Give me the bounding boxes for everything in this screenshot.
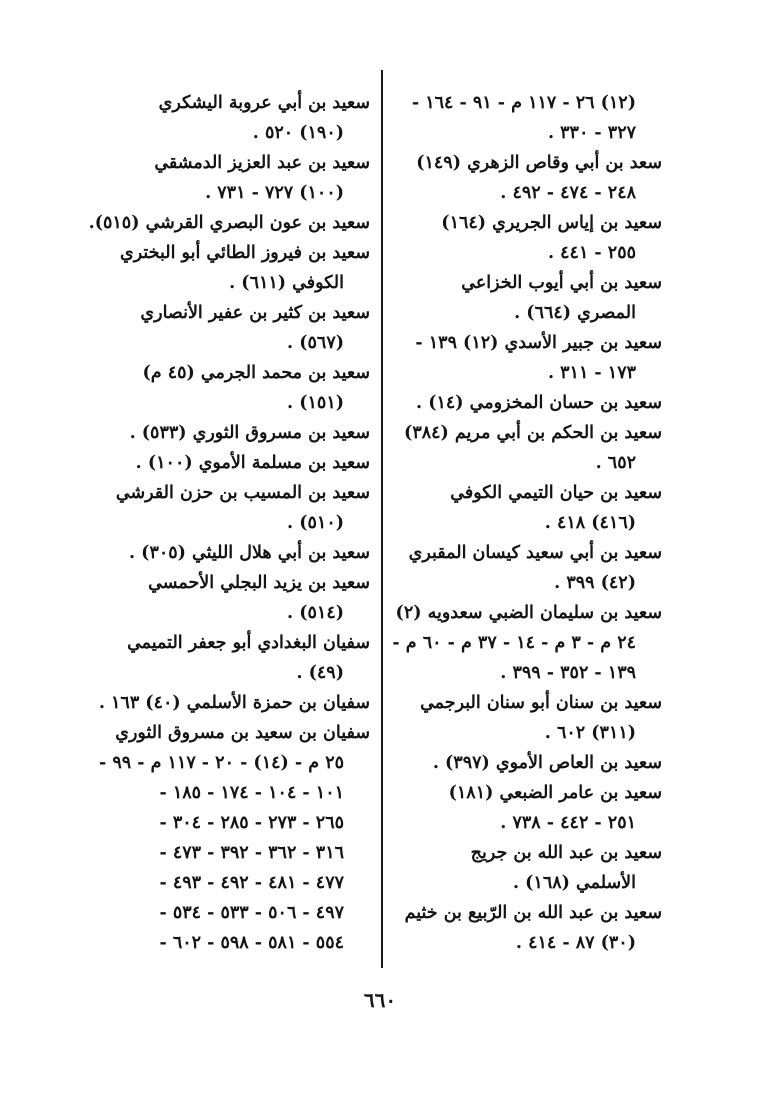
index-entry-continuation: ٢٤ م - ٣ م - ١٤ - ٣٧ م - ٦٠ م - — [392, 633, 636, 653]
index-entry-continuation: (١٩٠) ٥٢٠ . — [252, 123, 344, 143]
index-entry-continuation: ١٠١ - ١٠٤ - ١٧٤ - ١٨٥ - — [159, 783, 344, 803]
index-entry-continuation: ٦٥٢ . — [595, 453, 636, 473]
index-entry: سعيد بن عبد العزيز الدمشقي — [154, 153, 370, 173]
index-entry: سعيد بن أبي أيوب الخزاعي — [461, 273, 662, 293]
index-entry: سعيد بن محمد الجرمي (٤٥ م) — [142, 363, 370, 383]
index-entry-continuation: (٤٢) ٣٩٩ . — [554, 573, 636, 593]
index-entry-continuation: ١٧٣ - ٣١١ . — [547, 363, 636, 383]
index-entry: سفيان بن حمزة الأسلمي (٤٠) ١٦٣ . — [98, 693, 370, 713]
index-entry-continuation: (٥١٠) . — [287, 513, 344, 533]
index-entry-continuation: ٤٩٧ - ٥٠٦ - ٥٣٣ - ٥٣٤ - — [159, 903, 344, 923]
index-entry: سعيد بن حسان المخزومي (١٤) . — [416, 393, 662, 413]
index-entry-continuation: ٢٥ م - (١٤) - ٢٠ - ١١٧ م - ٩٩ - — [98, 753, 344, 773]
index-entry-continuation: (٥١٤) . — [287, 603, 344, 623]
index-entry: سعيد بن عبد الله بن الرّبيع بن خثيم — [404, 903, 662, 923]
index-entry-continuation: الكوفي (٦١١) . — [229, 273, 344, 293]
index-entry-continuation: ٢٤٨ - ٤٧٤ - ٤٩٢ . — [500, 183, 636, 203]
index-entry-continuation: ٢٦٥ - ٢٧٣ - ٢٨٥ - ٣٠٤ - — [159, 813, 344, 833]
index-entry: سعيد بن عون البصري القرشي (٥١٥). — [88, 213, 370, 233]
index-column-right — [370, 88, 662, 958]
index-entry: سعد بن أبي وقاص الزهري (١٤٩) — [416, 153, 662, 173]
index-entry-continuation: ٢٥٥ - ٤٤١ . — [547, 243, 636, 263]
index-entry-continuation: (٤١٦) ٤١٨ . — [544, 513, 636, 533]
index-entry: سعيد بن إياس الجريري (١٦٤) — [441, 213, 662, 233]
index-entry-continuation: (٤٩) . — [296, 663, 344, 683]
index-entry-continuation: ٥٥٤ - ٥٨١ - ٥٩٨ - ٦٠٢ - — [159, 933, 344, 953]
index-entry-continuation: ١٣٩ - ٣٥٢ - ٣٩٩ . — [500, 663, 636, 683]
index-entry: سعيد بن أبي سعيد كيسان المقبري — [408, 543, 662, 563]
index-entry-continuation: (١٠٠) ٧٢٧ - ٧٣١ . — [205, 183, 344, 203]
index-entry: سعيد بن أبي هلال الليثي (٣٠٥) . — [128, 543, 370, 563]
index-entry-continuation: (١٥١) . — [287, 393, 344, 413]
index-entry: سفيان بن سعيد بن مسروق الثوري — [115, 723, 370, 743]
column-divider — [381, 70, 383, 968]
index-entry: سعيد بن حيان التيمي الكوفي — [450, 483, 662, 503]
index-entry: سعيد بن العاص الأموي (٣٩٧) . — [432, 753, 662, 773]
index-entry: سعيد بن الحكم بن أبي مريم (٣٨٤) — [404, 423, 662, 443]
index-entry: سعيد بن أبي عروبة اليشكري — [158, 93, 370, 113]
index-entry: سعيد بن عامر الضبعي (١٨١) — [448, 783, 662, 803]
index-entry: سعيد بن مسروق الثوري (٥٣٣) . — [129, 423, 370, 443]
index-entry-continuation: ٣٢٧ - ٣٣٠ . — [547, 123, 636, 143]
index-entry-continuation: ٣١٦ - ٣٦٢ - ٣٩٢ - ٤٧٣ - — [159, 843, 344, 863]
index-entry-continuation: (٣١١) ٦٠٢ . — [544, 723, 636, 743]
index-entry: سعيد بن يزيد البجلي الأحمسي — [148, 573, 370, 593]
index-entry: سعيد بن سنان أبو سنان البرجمي — [420, 693, 662, 713]
index-entry-continuation: ٢٥١ - ٤٤٢ - ٧٣٨ . — [500, 813, 636, 833]
index-entry: سعيد بن مسلمة الأموي (١٠٠) . — [135, 453, 370, 473]
index-entry-continuation: (١٢) ٢٦ - ١١٧ م - ٩١ - ١٦٤ - — [411, 93, 636, 113]
index-entry-continuation: المصري (٦٦٤) . — [514, 303, 636, 323]
index-entry: سعيد بن فيروز الطائي أبو البختري — [120, 243, 370, 263]
page-number: ٦٦٠ — [363, 988, 397, 1012]
index-column-left — [85, 88, 370, 958]
index-entry: سفيان البغدادي أبو جعفر التميمي — [127, 633, 370, 653]
index-entry: سعيد بن سليمان الضبي سعدويه (٢) — [395, 603, 662, 623]
index-entry-continuation: (٥٦٧) . — [287, 333, 344, 353]
index-entry: سعيد بن عبد الله بن جريج — [470, 843, 662, 863]
index-entry-continuation: ٤٧٧ - ٤٨١ - ٤٩٢ - ٤٩٣ - — [159, 873, 344, 893]
index-entry: سعيد بن جبير الأسدي (١٢) ١٣٩ - — [415, 333, 662, 353]
index-entry-continuation: الأسلمي (١٦٨) . — [512, 873, 636, 893]
index-entry: سعيد بن المسيب بن حزن القرشي — [115, 483, 370, 503]
index-entry-continuation: (٣٠) ٨٧ - ٤١٤ . — [515, 933, 636, 953]
index-entry: سعيد بن كثير بن عفير الأنصاري — [140, 303, 370, 323]
